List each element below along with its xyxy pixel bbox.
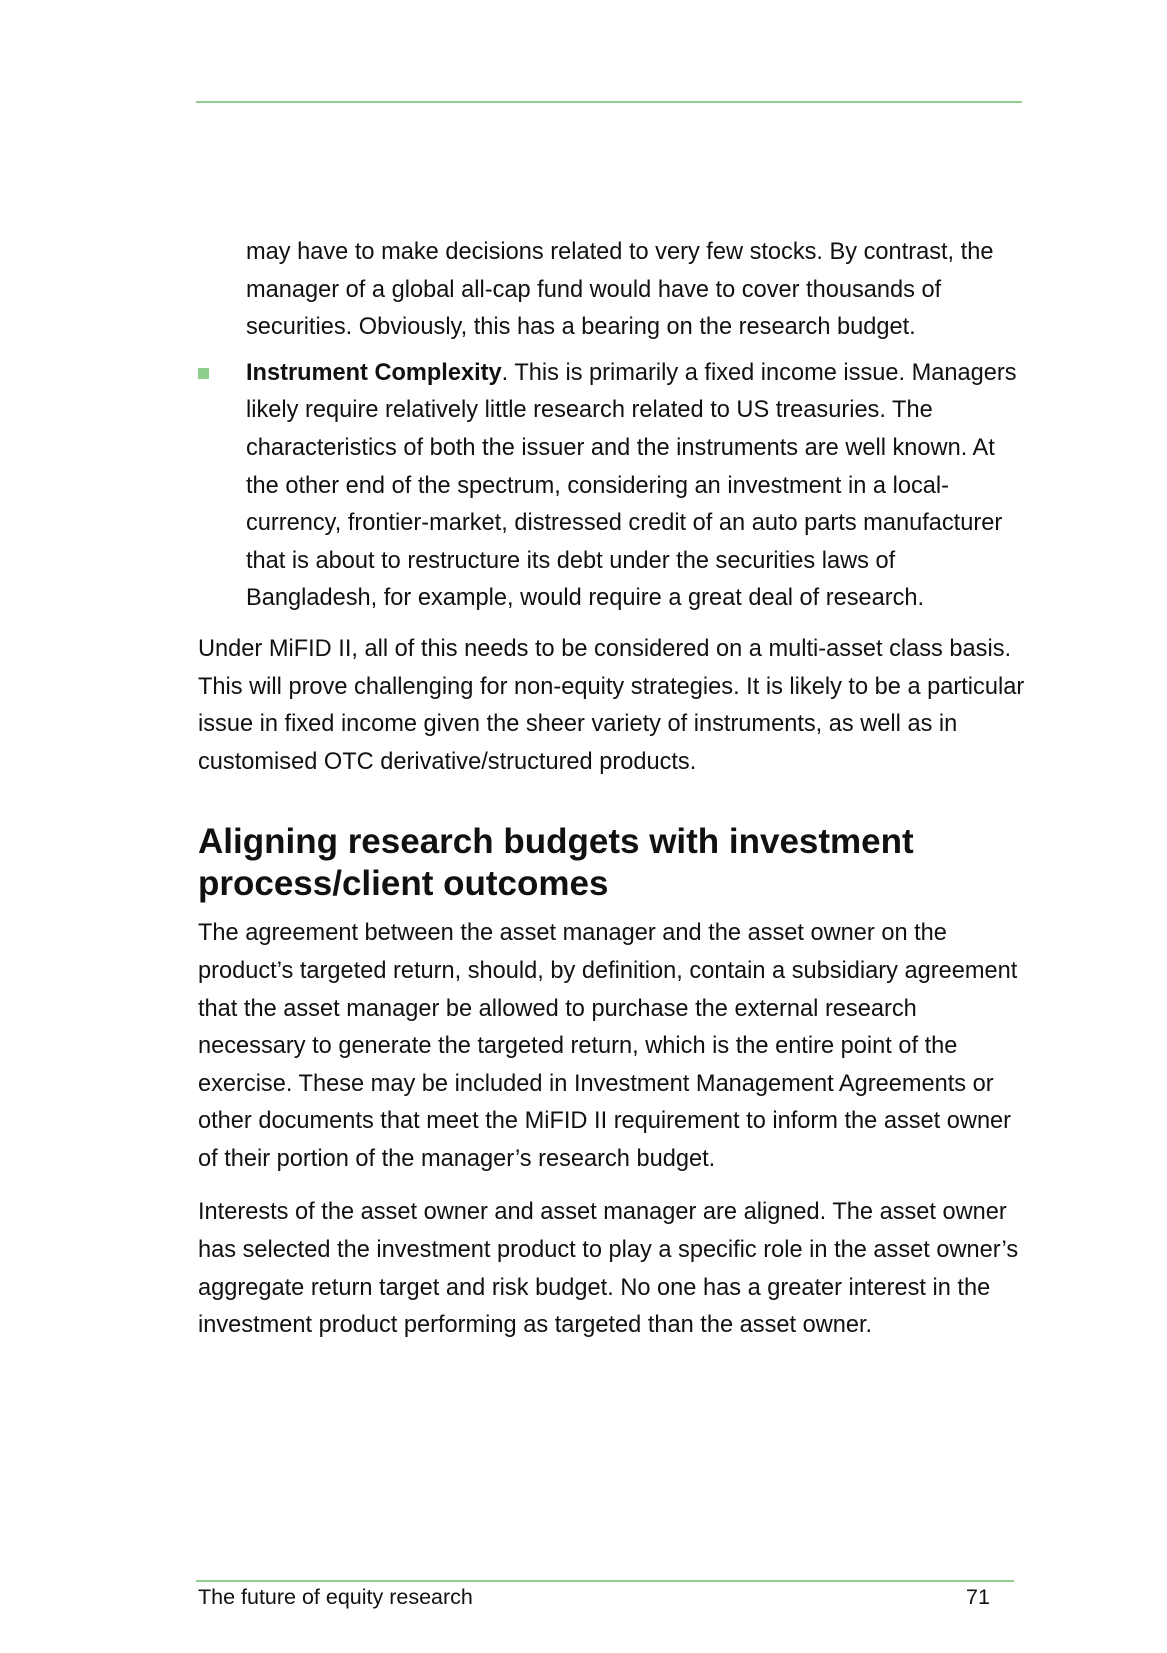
bullet-text: . This is primarily a fixed income issue. Managers likely require relatively little research related to US treasuries. The characteristics of both the issuer and the instruments are well known. At the other end of the spectrum, considering an investment in a local-currency, frontier-market, distressed credit of an auto parts manufacturer that is about to restructure its debt under the securities laws of Bangladesh, for example, would require a great deal of research. [246,359,1017,612]
square-bullet-icon [198,368,209,379]
bullet-item-instrument-complexity [198,355,1028,618]
page-number: 71 [966,1585,990,1609]
footer-title: The future of equity research [198,1585,473,1609]
section-paragraph-2: Interests of the asset owner and asset manager are aligned. The asset owner has selected the investment product to play a specific role in the asset owner’s aggregate return target and risk budget. No one has a greater interest in the investment product performing as targeted than the asset owner. [198,1199,1019,1339]
section-paragraph-1: The agreement between the asset manager and the asset owner on the product’s targeted return, should, by definition, contain a subsidiary agreement that the asset manager be allowed to purchase the external research necessary to generate the targeted return, which is the entire point of the exercise. These may be included in Investment Management Agreements or other documents that meet the MiFID II requirement to inform the asset owner of their portion of the manager’s research budget. [198,920,1018,1172]
continuation-paragraph: may have to make decisions related to very few stocks. By contrast, the manager of a global all-cap fund would have to cover thousands of securities. Obviously, this has a bearing on the research budget. [246,239,994,341]
mifid-paragraph: Under MiFID II, all of this needs to be considered on a multi-asset class basis. This will prove challenging for non-equity strategies. It is likely to be a particular issue in fixed income given the sheer variety of instruments, as well as in customised OTC derivative/structured products. [198,635,1025,775]
page-content [198,234,1028,1345]
bullet-title: Instrument Complexity [246,359,502,386]
header-rule [196,101,1022,103]
section-heading: Aligning research budgets with investment process/client outcomes [198,822,914,904]
